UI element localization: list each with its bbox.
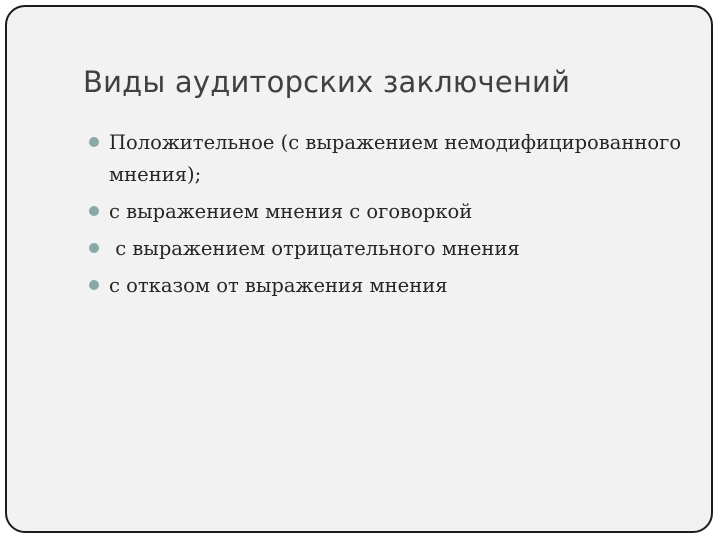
bullet-text: с выражением отрицательного мнения xyxy=(109,237,520,260)
bullet-icon xyxy=(89,137,99,147)
bullet-text: с отказом от выражения мнения xyxy=(109,274,448,297)
bullet-text: с выражением мнения с оговоркой xyxy=(109,200,473,223)
slide-title: Виды аудиторских заключений xyxy=(83,65,571,99)
slide xyxy=(5,5,713,533)
bullet-text: Положительное (с выражением немодифицированного мнения); xyxy=(109,131,688,186)
bullet-icon xyxy=(89,206,99,216)
list-item xyxy=(87,233,687,265)
list-item xyxy=(87,196,687,228)
bullet-icon xyxy=(89,243,99,253)
bullet-icon xyxy=(89,280,99,290)
list-item xyxy=(87,270,687,302)
bullet-list xyxy=(87,127,687,307)
list-item xyxy=(87,127,687,191)
